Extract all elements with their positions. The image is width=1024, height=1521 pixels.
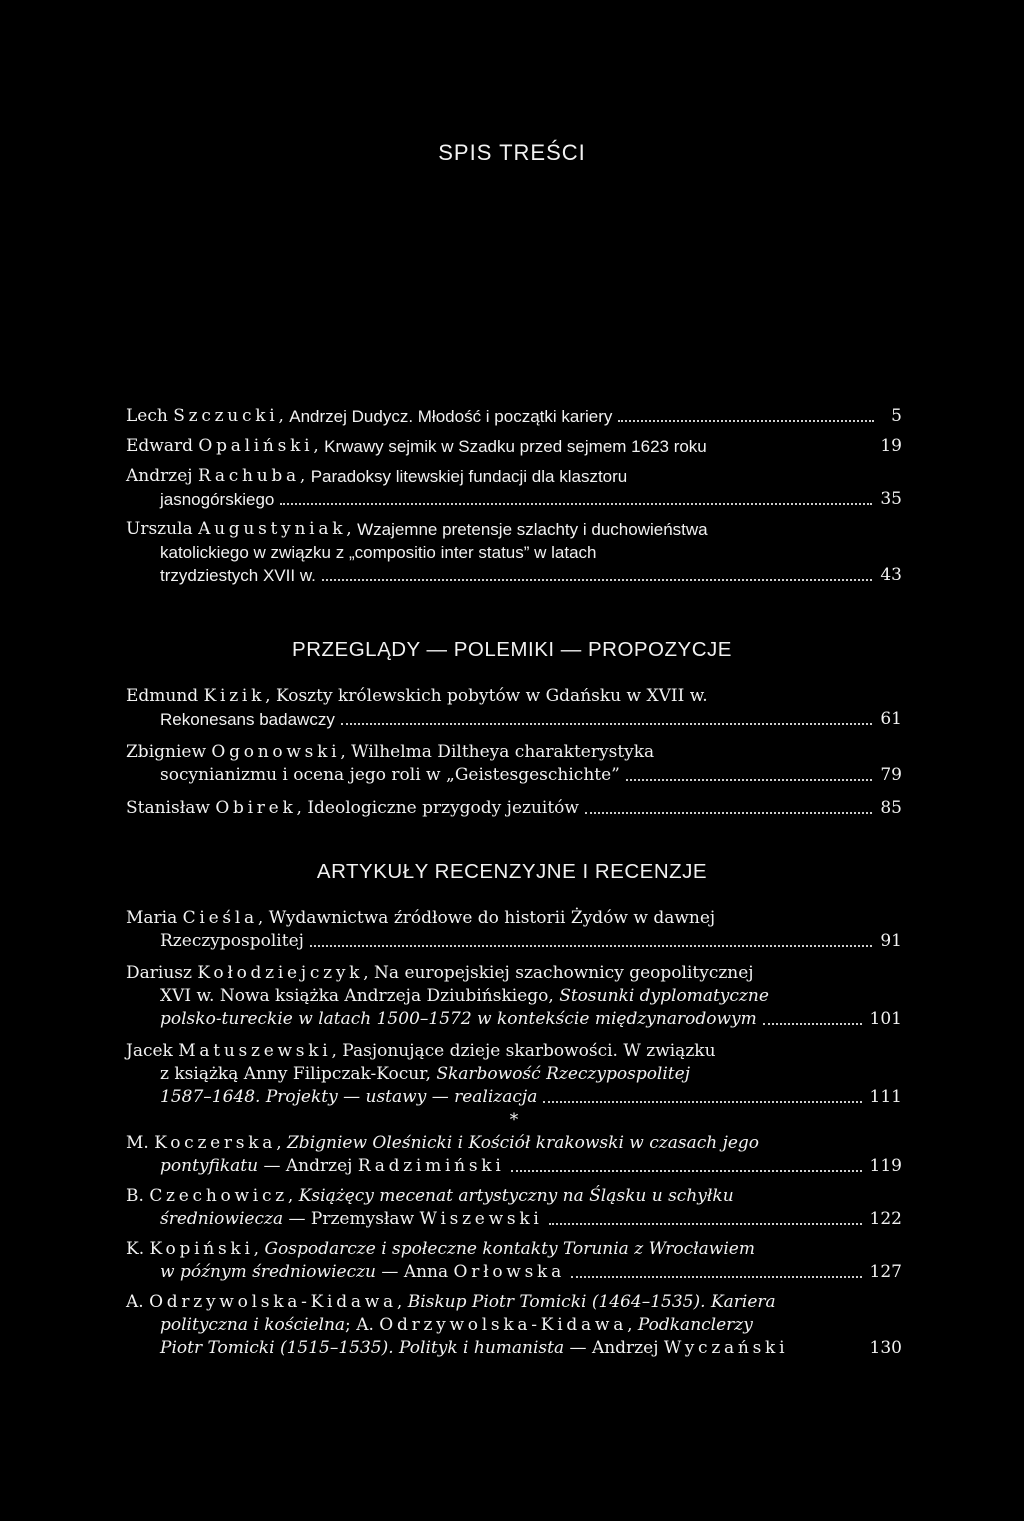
entry-title: Pasjonujące dzieje skarbowości. W związku <box>342 1041 716 1061</box>
reviewer-surname: Wiszewski <box>419 1209 543 1229</box>
reviewer-first-name: Przemysław <box>310 1209 415 1229</box>
author-surname: Obirek <box>215 798 297 818</box>
author-first-name: Stanisław <box>126 798 210 818</box>
toc-entry: Jacek Matuszewski , Pasjonujące dzieje skarbowości. W związku z książką Anny Filipczak-Kocur, Skarbowość Rzeczypospolitej 1587–1648. Projekty — ustawy — realizacja 111 <box>126 1041 902 1107</box>
toc-entry: Zbigniew Ogonowski , Wilhelma Diltheya charakterystyka socynianizmu i ocena jego roli w „Geistesgeschichte” 79 <box>126 742 902 785</box>
page-number: 101 <box>869 1009 902 1029</box>
toc-entry: Edward Opaliński , Krwawy sejmik w Szadku przed sejmem 1623 roku 19 <box>126 436 902 456</box>
reviewer-first-name: Andrzej <box>285 1156 353 1176</box>
dot-leader <box>618 420 874 422</box>
entry-title-continued: z książką Anny Filipczak-Kocur, <box>160 1064 431 1084</box>
author-first-name: B. <box>126 1186 144 1206</box>
dot-leader <box>341 723 873 725</box>
page-number: 85 <box>880 798 902 818</box>
book-title-continued: polsko-tureckie w latach 1500–1572 w kontekście międzynarodowym <box>160 1009 757 1029</box>
author-surname: Matuszewski <box>178 1041 332 1061</box>
dot-leader <box>585 812 872 814</box>
page-number: 119 <box>869 1156 902 1176</box>
book-title-continued: średniowiecza <box>160 1209 284 1229</box>
author-surname: Koczerska <box>154 1133 277 1153</box>
entry-title: Koszty królewskich pobytów w Gdańsku w XVII w. <box>275 686 708 706</box>
book-title: Książęcy mecenat artystyczny na Śląsku u schyłku <box>298 1186 734 1206</box>
author-first-name: M. <box>126 1133 149 1153</box>
page-number: 122 <box>869 1209 902 1229</box>
author-surname: Odrzywolska-Kidawa <box>379 1315 628 1335</box>
dot-leader <box>322 579 872 581</box>
author-surname: Kizik <box>203 686 266 706</box>
author-surname: Odrzywolska-Kidawa <box>149 1292 397 1312</box>
toc-block-reviews <box>126 685 902 820</box>
dot-leader <box>310 945 872 947</box>
entry-title-continued: socynianizmu i ocena jego roli w „Geistesgeschichte” <box>160 765 620 785</box>
toc-block-articles <box>126 405 902 587</box>
reviewer-surname: Orłowska <box>453 1262 565 1282</box>
entry-title-continued: XVI w. Nowa książka Andrzeja Dziubińskiego, <box>160 986 554 1006</box>
author-surname: Kołodziejczyk <box>197 963 364 983</box>
author-first-name: Edmund <box>126 686 199 706</box>
toc-entry: A. Odrzywolska-Kidawa , Biskup Piotr Tomicki (1464–1535). Kariera polityczna i kościelna ; A. Odrzywolska-Kidawa , Podkanclerzy Piotr Tomicki (1515–1535). Polityk i humanista — Andrzej Wyczański 130 <box>126 1292 902 1358</box>
toc-entry: B. Czechowicz , Książęcy mecenat artystyczny na Śląsku u schyłku średniowiecza — Przemysław Wiszewski 122 <box>126 1186 902 1229</box>
entry-title: Ideologiczne przygody jezuitów <box>307 798 579 818</box>
author-first-name: K. <box>126 1239 145 1259</box>
page-number: 127 <box>869 1262 902 1282</box>
author-first-name: Andrzej <box>126 466 193 486</box>
author-first-name: Zbigniew <box>126 742 207 762</box>
toc-block-reviews-articles <box>126 907 902 1360</box>
book-title: Stosunki dyplomatyczne <box>559 986 769 1006</box>
book-title: Zbigniew Oleśnicki i Kościół krakowski w czasach jego <box>287 1133 760 1153</box>
entry-title-continued: trzydziestych XVII w. <box>160 566 316 585</box>
author-surname: Ogonowski <box>211 742 341 762</box>
author-first-name: A. <box>356 1315 374 1335</box>
page-title: SPIS TREŚCI <box>438 140 586 165</box>
page-number: 5 <box>891 406 902 426</box>
author-surname: Kopiński <box>149 1239 254 1259</box>
dot-leader <box>280 503 872 505</box>
entry-title: Krwawy sejmik w Szadku przed sejmem 1623 roku <box>324 437 707 456</box>
entry-title: Wzajemne pretensje szlachty i duchowieństwa <box>357 520 708 539</box>
reviewer-surname: Radzimiński <box>357 1156 505 1176</box>
author-surname: Opaliński <box>198 436 314 456</box>
author-first-name: Lech <box>126 406 168 426</box>
dot-leader <box>543 1101 861 1103</box>
entry-title-continued: jasnogórskiego <box>160 490 275 509</box>
author-first-name: Dariusz <box>126 963 192 983</box>
entry-title-continued: Rekonesans badawczy <box>160 710 335 729</box>
author-surname: Szczucki <box>173 406 279 426</box>
author-first-name: Edward <box>126 436 193 456</box>
dot-leader <box>571 1276 862 1278</box>
dot-leader <box>511 1170 862 1172</box>
page-number: 130 <box>869 1338 902 1358</box>
entry-title: Paradoksy litewskiej fundacji dla klasztoru <box>310 467 628 486</box>
page-number: 61 <box>880 709 902 729</box>
section-heading-reviews: PRZEGLĄDY — POLEMIKI — PROPOZYCJE <box>292 638 732 661</box>
page-number: 91 <box>880 931 902 951</box>
author-surname: Cieśla <box>182 908 258 928</box>
toc-entry: Andrzej Rachuba , Paradoksy litewskiej fundacji dla klasztoru jasnogórskiego 35 <box>126 466 902 509</box>
entry-title: Na europejskiej szachownicy geopolitycznej <box>374 963 754 983</box>
book-title-continued: w późnym średniowieczu <box>160 1262 376 1282</box>
reviewer-first-name: Anna <box>403 1262 449 1282</box>
toc-entry: Edmund Kizik , Koszty królewskich pobytów w Gdańsku w XVII w. Rekonesans badawczy 61 <box>126 686 902 729</box>
book-title: Gospodarcze i społeczne kontakty Torunia z Wrocławiem <box>264 1239 755 1259</box>
toc-entry: Dariusz Kołodziejczyk , Na europejskiej szachownicy geopolitycznej XVI w. Nowa książka Andrzeja Dziubińskiego, Stosunki dyplomatyczne polsko-tureckie w latach 1500–1572 w kontekście międzynarodowym 101 <box>126 963 902 1029</box>
toc-entry: M. Koczerska , Zbigniew Oleśnicki i Kościół krakowski w czasach jego pontyfikatu — Andrzej Radzimiński 119 <box>126 1133 902 1176</box>
divider-star: * <box>509 1110 519 1130</box>
author-surname: Czechowicz <box>149 1186 288 1206</box>
page-number: 79 <box>880 765 902 785</box>
book-title-continued: 1587–1648. Projekty — ustawy — realizacja <box>160 1087 538 1107</box>
book-title-continued: pontyfikatu <box>160 1156 259 1176</box>
dot-leader <box>626 779 872 781</box>
entry-title: Andrzej Dudycz. Młodość i początki kariery <box>289 407 613 426</box>
author-first-name: Maria <box>126 908 178 928</box>
reviewer-first-name: Andrzej <box>591 1338 659 1358</box>
author-first-name: Jacek <box>126 1041 173 1061</box>
page-number: 111 <box>869 1087 902 1107</box>
book-title-continued: polityczna i kościelna <box>160 1315 346 1335</box>
book-title: Skarbowość Rzeczypospolitej <box>436 1064 690 1084</box>
entry-title: Wilhelma Diltheya charakterystyka <box>351 742 655 762</box>
entry-title: Wydawnictwa źródłowe do historii Żydów w dawnej <box>268 908 716 928</box>
page-number: 19 <box>880 436 902 456</box>
reviewer-surname: Wyczański <box>663 1338 789 1358</box>
book-title: Biskup Piotr Tomicki (1464–1535). Kariera <box>407 1292 776 1312</box>
author-surname: Rachuba <box>197 466 300 486</box>
book-title: Podkanclerzy <box>637 1315 753 1335</box>
toc-entry: Stanisław Obirek , Ideologiczne przygody jezuitów 85 <box>126 798 902 818</box>
toc-entry: Urszula Augustyniak , Wzajemne pretensje szlachty i duchowieństwa katolickiego w związku z „compositio inter status” w latach trzydziestych XVII w. 43 <box>126 519 902 585</box>
page-number: 43 <box>880 565 902 585</box>
author-surname: Augustyniak <box>198 519 347 539</box>
author-first-name: Urszula <box>126 519 193 539</box>
toc-entry: K. Kopiński , Gospodarcze i społeczne kontakty Torunia z Wrocławiem w późnym średniowieczu — Anna Orłowska 127 <box>126 1239 902 1282</box>
entry-title-continued: katolickiego w związku z „compositio inter status” w latach <box>160 543 597 562</box>
dot-leader <box>549 1223 862 1225</box>
toc-entry: Maria Cieśla , Wydawnictwa źródłowe do historii Żydów w dawnej Rzeczypospolitej 91 <box>126 908 902 951</box>
author-first-name: A. <box>126 1292 144 1312</box>
book-title-continued: Piotr Tomicki (1515–1535). Polityk i humanista <box>160 1338 565 1358</box>
entry-title-continued: Rzeczypospolitej <box>160 931 304 951</box>
page-number: 35 <box>880 489 902 509</box>
section-heading-articles: ARTYKUŁY RECENZYJNE I RECENZJE <box>316 860 708 883</box>
toc-entry: Lech Szczucki , Andrzej Dudycz. Młodość i początki kariery 5 <box>126 406 902 426</box>
dot-leader <box>763 1023 862 1025</box>
